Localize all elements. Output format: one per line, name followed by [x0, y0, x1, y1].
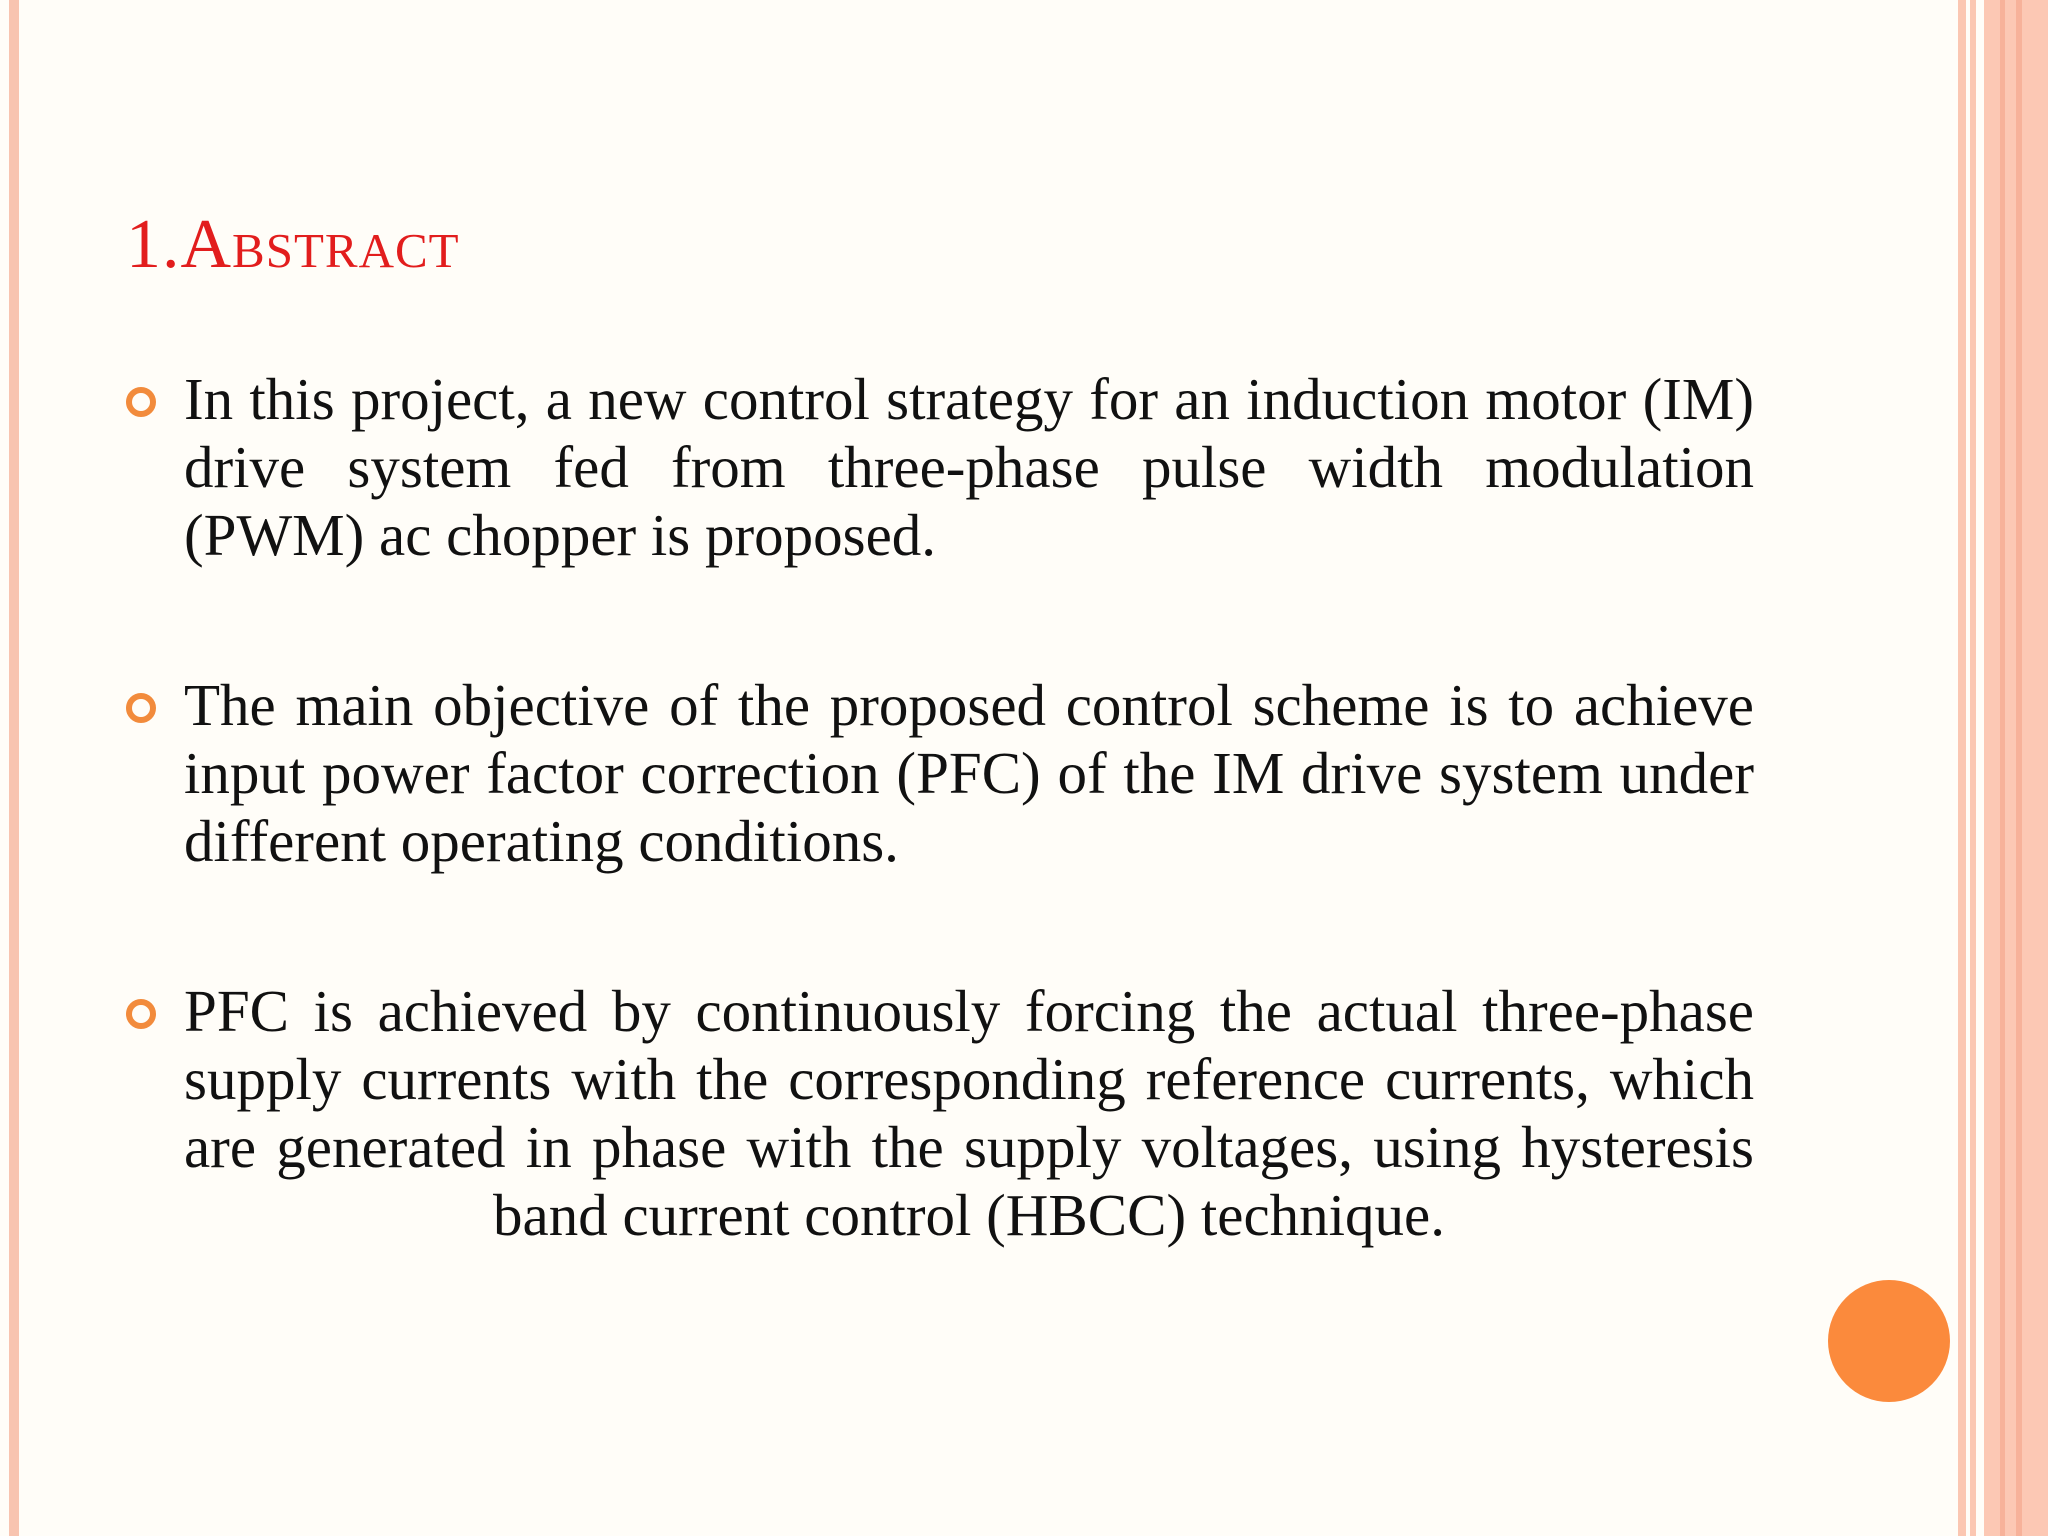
slide-title: 1.Abstract — [126, 206, 460, 283]
hollow-circle-bullet-icon — [126, 999, 156, 1029]
orange-circle-decoration — [1828, 1280, 1950, 1402]
right-border-line — [2000, 0, 2005, 1536]
right-border-line — [2016, 0, 2022, 1536]
hollow-circle-bullet-icon — [126, 387, 156, 417]
left-border-stripe — [9, 0, 19, 1536]
bullet-text: In this project, a new control strategy for an induction motor (IM) drive system fed from three-phase pulse width modulation (PWM) ac chopper is proposed. — [184, 366, 1754, 568]
hollow-circle-bullet-icon — [126, 693, 156, 723]
bullet-list — [184, 365, 1754, 1249]
bullet-item — [184, 365, 1754, 569]
bullet-item — [184, 977, 1754, 1249]
bullet-text: PFC is achieved by continuously forcing the actual three-phase supply currents with the corresponding reference currents, which are generated in phase with the supply voltages, using hysteresis band current control (HBCC) technique. — [184, 978, 1754, 1248]
bullet-item — [184, 671, 1754, 875]
right-border-stripe — [1970, 0, 1976, 1536]
right-border-stripe — [1958, 0, 1966, 1536]
bullet-text: The main objective of the proposed control scheme is to achieve input power factor correction (PFC) of the IM drive system under different operating conditions. — [184, 672, 1754, 874]
